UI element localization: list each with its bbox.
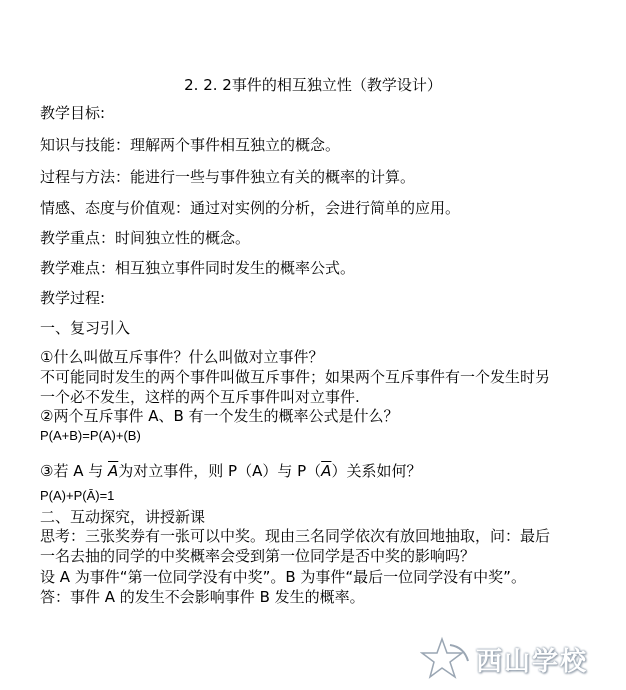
a-bar-symbol: $\overline{A}$ — [108, 462, 119, 480]
key-point: 教学重点：时间独立性的概念。 — [40, 229, 251, 247]
goals-label: 教学目标: — [40, 104, 106, 122]
a-bar-symbol: $\overline{A}$ — [321, 462, 332, 480]
question-3 — [40, 460, 421, 481]
q3-part-1: ③若 A 与 — [40, 462, 109, 480]
difficult-point: 教学难点：相互独立事件同时发生的概率公式。 — [40, 259, 356, 277]
question-2: ②两个互斥事件 A、B 有一个发生的概率公式是什么？ — [40, 407, 399, 425]
q3-part-3: ）关系如何？ — [331, 462, 422, 480]
page-title: 2. 2. 2事件的相互独立性（教学设计） — [184, 76, 442, 94]
goal-knowledge: 知识与技能：理解两个事件相互独立的概念。 — [40, 136, 341, 154]
section-heading-1: 一、复习引入 — [40, 319, 131, 337]
goal-emotion: 情感、态度与价值观：通过对实例的分析，会进行简单的应用。 — [40, 199, 461, 217]
question-1: ①什么叫做互斥事件？什么叫做对立事件？ — [40, 348, 324, 366]
star-logo-icon — [420, 635, 472, 681]
watermark-text: 西山学校 — [476, 647, 589, 677]
watermark — [420, 635, 610, 683]
event-definition: 设 A 为事件“第一位同学没有中奖”。B 为事件“最后一位同学没有中奖”。 — [40, 568, 526, 586]
formula-1: P(A+B)=P(A)+(B) — [40, 428, 141, 443]
section-heading-2: 二、互动探究，讲授新课 — [40, 508, 206, 526]
q3-part-2: 为对立事件，则 P（A）与 P（ — [118, 462, 322, 480]
answer: 答：事件 A 的发生不会影响事件 B 发生的概率。 — [40, 588, 365, 606]
formula-2: P(A)+P(Ā)=1 — [40, 488, 115, 503]
answer-1-line-1: 不可能同时发生的两个事件叫做互斥事件；如果两个互斥事件有一个发生时另 — [40, 368, 551, 386]
process-label: 教学过程: — [40, 289, 106, 307]
think-line-2: 一名去抽的同学的中奖概率会受到第一位同学是否中奖的影响吗？ — [40, 547, 476, 565]
goal-process: 过程与方法：能进行一些与事件独立有关的概率的计算。 — [40, 168, 416, 186]
think-line-1: 思考：三张奖券有一张可以中奖。现由三名同学依次有放回地抽取，问：最后 — [40, 527, 551, 545]
answer-1-line-2: 一个必不发生，这样的两个互斥事件叫对立事件. — [40, 388, 360, 406]
